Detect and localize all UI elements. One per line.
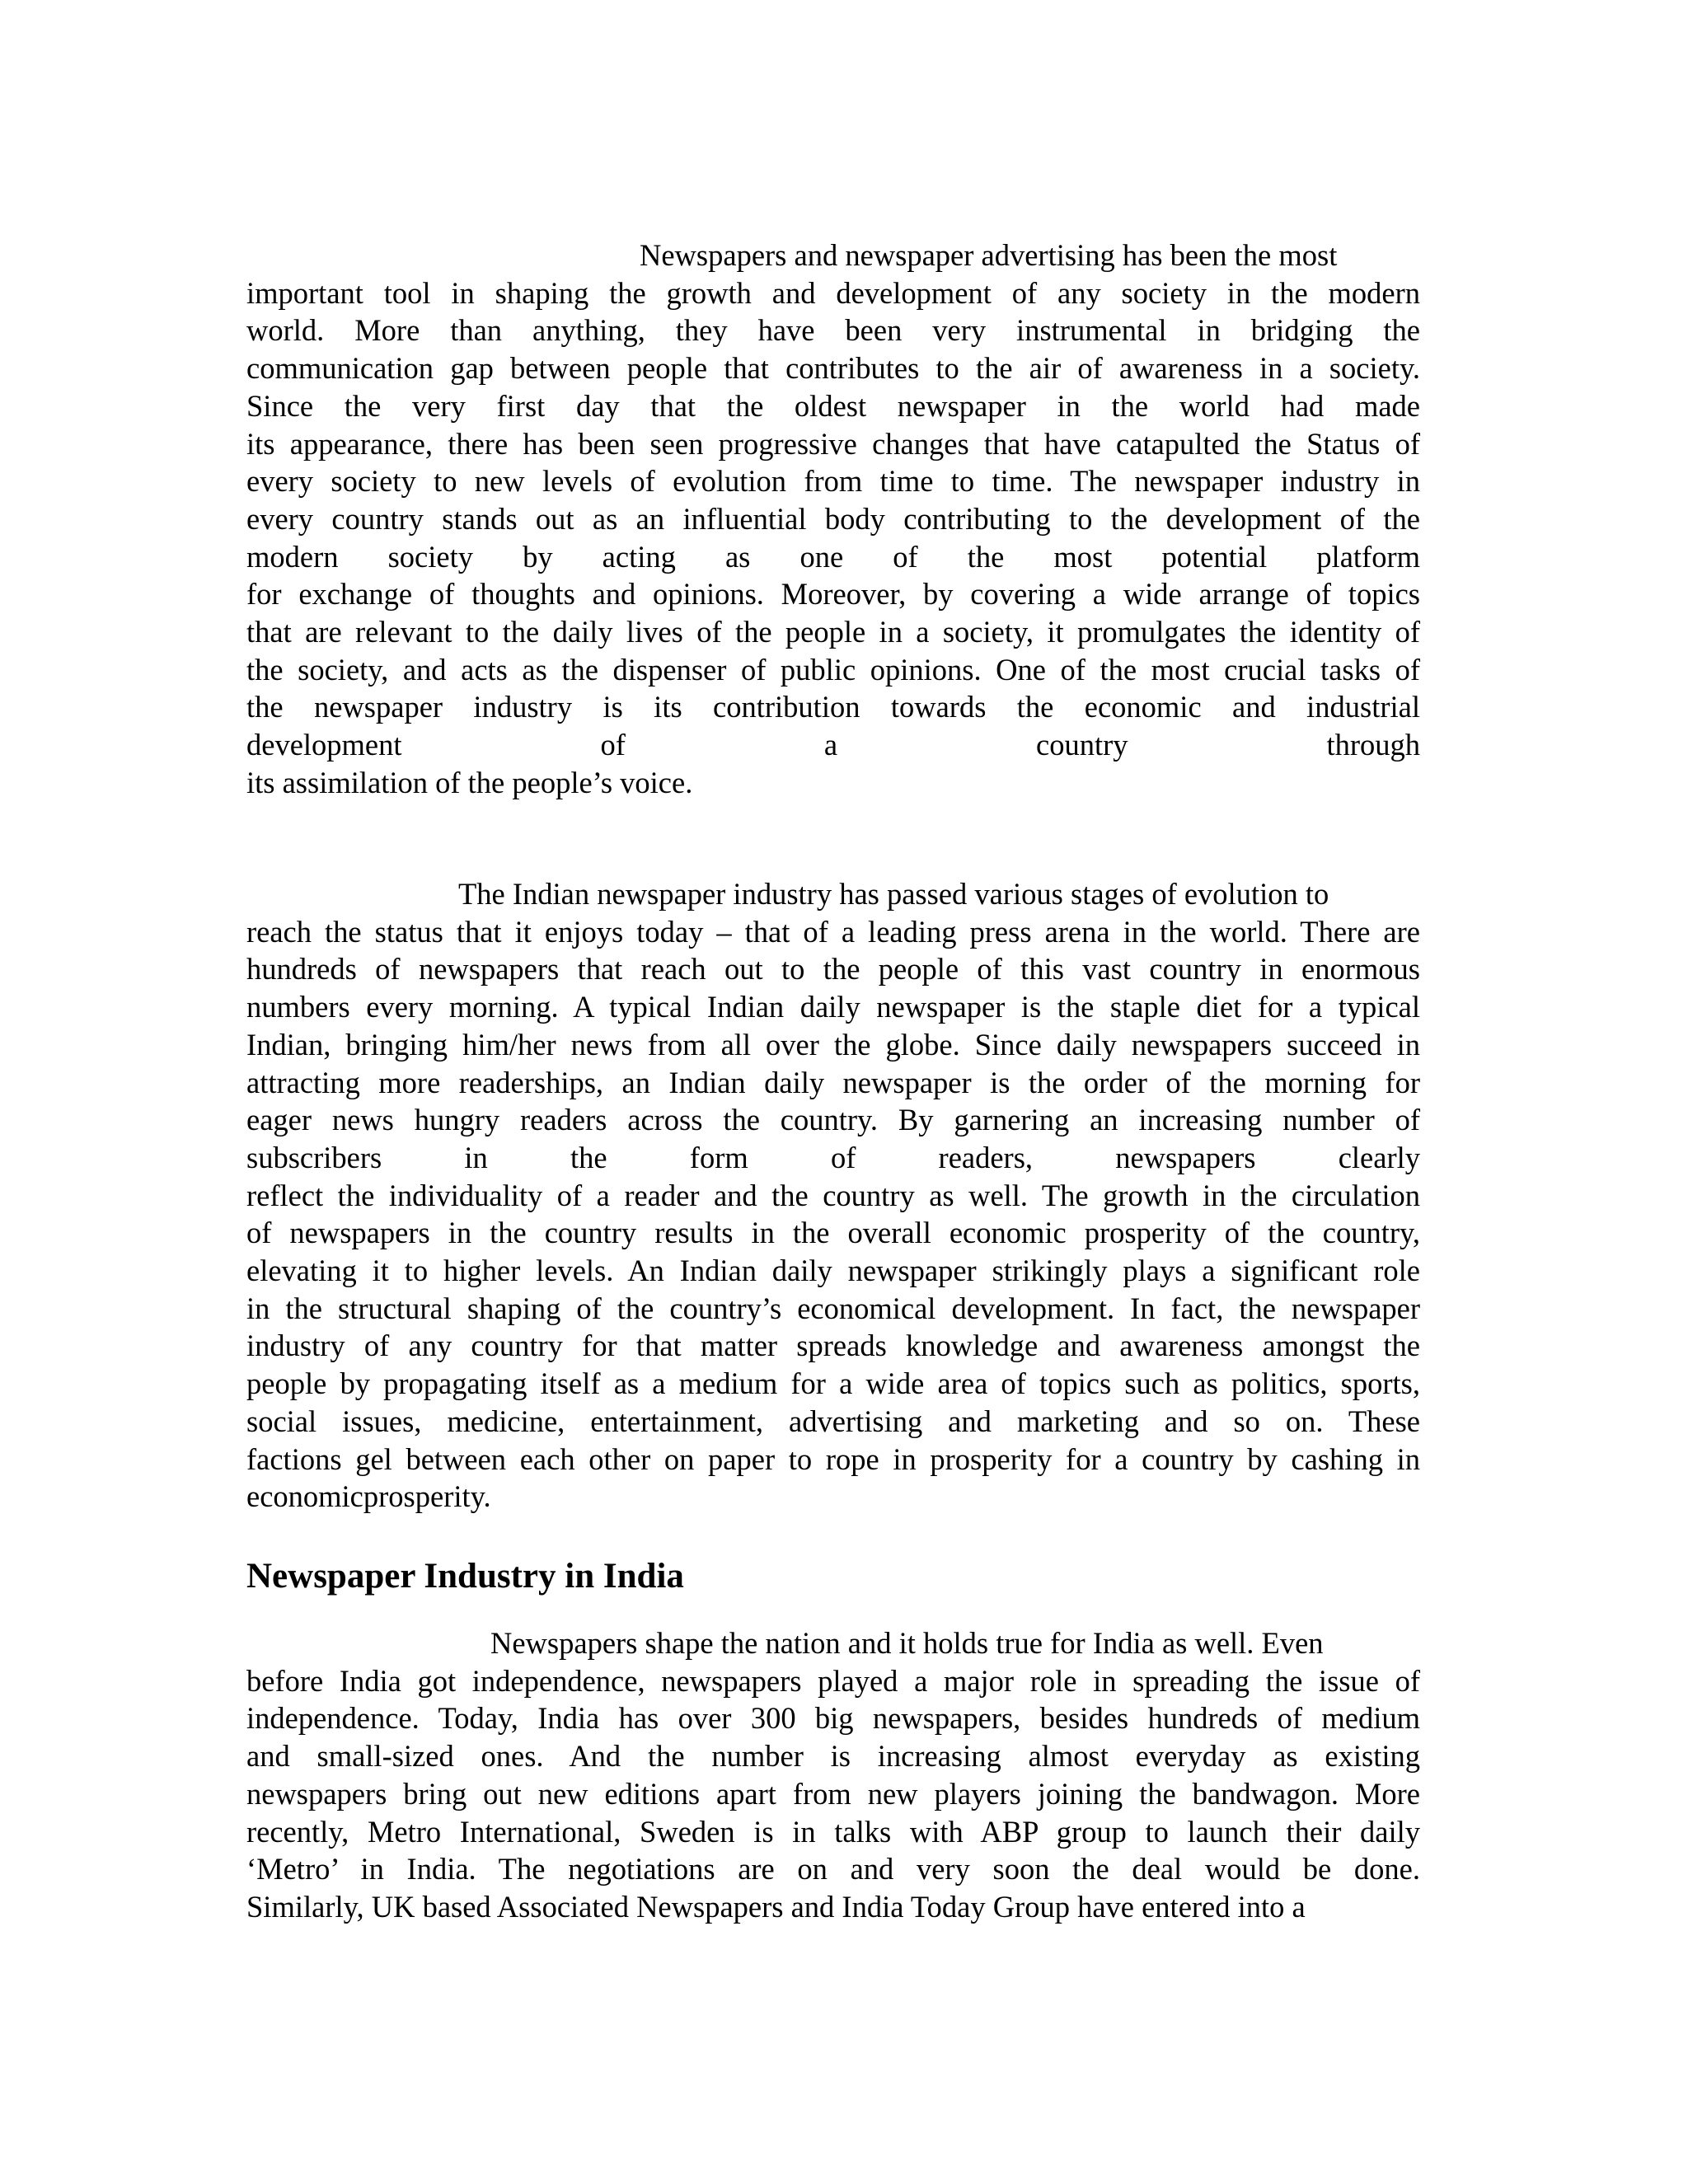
indian-newspaper-paragraph xyxy=(246,875,1420,1516)
text-line: The Indian newspaper industry has passed various stages of evolution to xyxy=(458,877,1329,911)
text-line: elevating it to higher levels. An Indian daily newspaper strikingly plays a significant role xyxy=(246,1254,1420,1288)
text-line: industry of any country for that matter spreads knowledge and awareness amongst the xyxy=(246,1329,1420,1363)
text-line: ‘Metro’ in India. The negotiations are on and very soon the deal would be done. xyxy=(246,1852,1420,1886)
text-line: numbers every morning. A typical Indian daily newspaper is the staple diet for a typical xyxy=(246,990,1420,1024)
intro-paragraph xyxy=(246,237,1420,802)
section-heading: Newspaper Industry in India xyxy=(246,1557,684,1596)
text-line: social issues, medicine, entertainment, advertising and marketing and so on. These xyxy=(246,1404,1420,1438)
text-line: Newspapers shape the nation and it holds true for India as well. Even xyxy=(490,1626,1324,1660)
text-line: Newspapers and newspaper advertising has been the most xyxy=(640,238,1338,272)
text-line: the newspaper industry is its contribution towards the economic and industrial xyxy=(246,690,1420,724)
text-line: for exchange of thoughts and opinions. Moreover, by covering a wide arrange of topics xyxy=(246,577,1420,612)
text-line: communication gap between people that contributes to the air of awareness in a society. xyxy=(246,351,1420,386)
text-line: factions gel between each other on paper to rope in prosperity for a country by cashing in xyxy=(246,1441,1420,1476)
text-line: eager news hungry readers across the country. By garnering an increasing number of xyxy=(246,1103,1420,1137)
text-line: its appearance, there has been seen progressive changes that have catapulted the Status of xyxy=(246,426,1420,461)
text-line: Since the very first day that the oldest newspaper in the world had made xyxy=(246,388,1420,423)
text-line: every country stands out as an influential body contributing to the development of the xyxy=(246,501,1420,536)
industry-in-india-paragraph xyxy=(246,1624,1420,1926)
text-line: before India got independence, newspapers played a major role in spreading the issue of xyxy=(246,1663,1420,1698)
text-line: world. More than anything, they have been very instrumental in bridging the xyxy=(246,313,1420,348)
text-line: Indian, bringing him/her news from all over the globe. Since daily newspapers succeed in xyxy=(246,1027,1420,1062)
text-line: hundreds of newspapers that reach out to the people of this vast country in enormous xyxy=(246,952,1420,987)
text-line: that are relevant to the daily lives of the people in a society, it promulgates the identity of xyxy=(246,615,1420,649)
text-line: development of a country through xyxy=(246,728,1420,762)
text-line: subscribers in the form of readers, newspapers clearly xyxy=(246,1140,1420,1174)
text-line: every society to new levels of evolution from time to time. The newspaper industry in xyxy=(246,464,1420,499)
text-line: of newspapers in the country results in the overall economic prosperity of the country, xyxy=(246,1216,1420,1250)
text-line: people by propagating itself as a medium for a wide area of topics such as politics, sports, xyxy=(246,1366,1420,1401)
text-line: independence. Today, India has over 300 big newspapers, besides hundreds of medium xyxy=(246,1701,1420,1736)
text-line: recently, Metro International, Sweden is in talks with ABP group to launch their daily xyxy=(246,1814,1420,1849)
text-line: in the structural shaping of the country’s economical development. In fact, the newspaper xyxy=(246,1291,1420,1325)
text-line: and small-sized ones. And the number is increasing almost everyday as existing xyxy=(246,1739,1420,1774)
text-line: Similarly, UK based Associated Newspapers and India Today Group have entered into a xyxy=(246,1889,1306,1924)
text-line: attracting more readerships, an Indian daily newspaper is the order of the morning for xyxy=(246,1065,1420,1099)
text-line: its assimilation of the people’s voice. xyxy=(246,765,693,799)
text-line: important tool in shaping the growth and development of any society in the modern xyxy=(246,275,1420,310)
text-line: newspapers bring out new editions apart from new players joining the bandwagon. More xyxy=(246,1776,1420,1811)
text-line: economicprosperity. xyxy=(246,1479,491,1514)
text-line: the society, and acts as the dispenser of public opinions. One of the most crucial tasks of xyxy=(246,652,1420,687)
text-line: reflect the individuality of a reader and the country as well. The growth in the circulation xyxy=(246,1178,1420,1212)
text-line: modern society by acting as one of the most potential platform xyxy=(246,539,1420,574)
text-line: reach the status that it enjoys today – that of a leading press arena in the world. There are xyxy=(246,914,1420,949)
